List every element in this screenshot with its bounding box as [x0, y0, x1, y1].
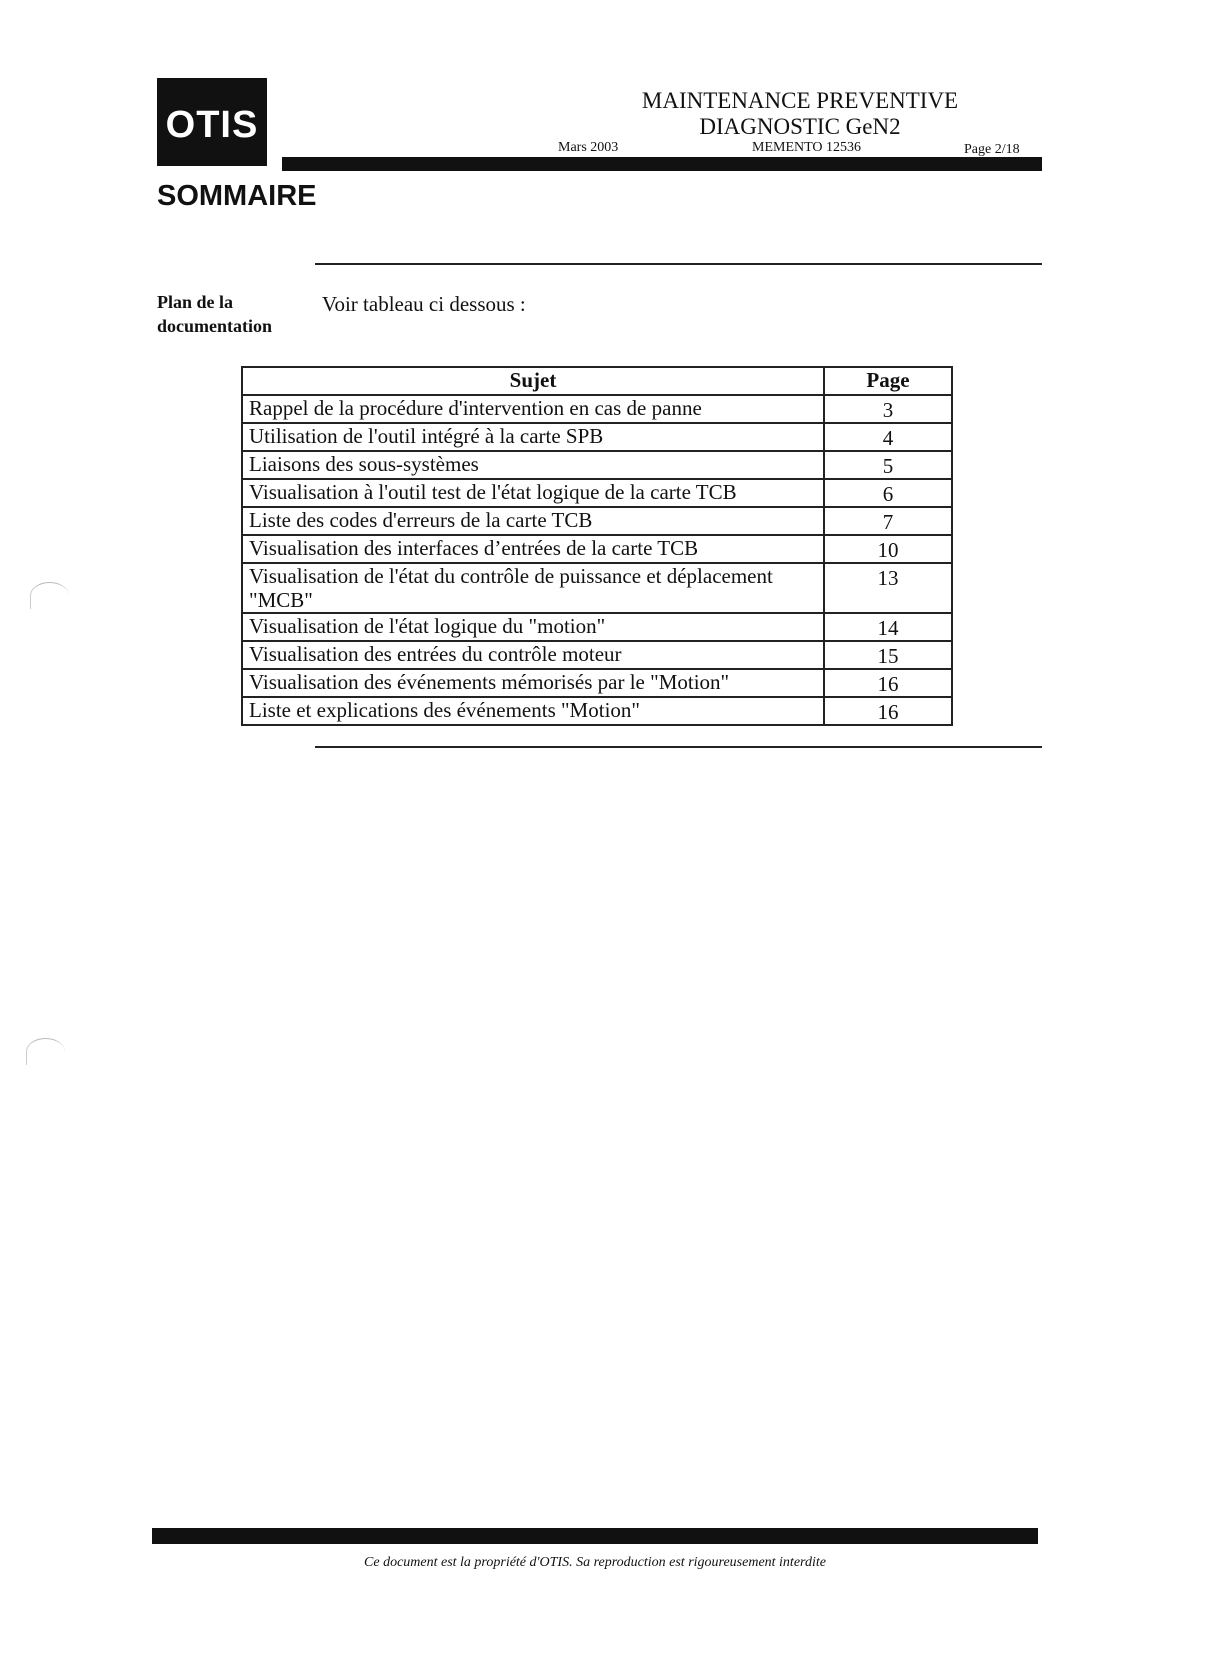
toc-subject-cell: Visualisation à l'outil test de l'état logique de la carte TCB — [242, 479, 824, 507]
toc-page-cell: 14 — [824, 613, 952, 641]
toc-page-cell: 7 — [824, 507, 952, 535]
footer-notice: Ce document est la propriété d'OTIS. Sa reproduction est rigoureusement interdite — [364, 1555, 826, 1570]
header-date: Mars 2003 — [558, 140, 619, 155]
col-page-header: Page — [824, 367, 952, 395]
table-row — [242, 563, 952, 613]
table-row — [242, 641, 952, 669]
toc-page-cell: 10 — [824, 535, 952, 563]
footer-bar — [152, 1528, 1038, 1544]
toc-subject-cell: Visualisation des interfaces d’entrées de la carte TCB — [242, 535, 824, 563]
toc-subject-cell: Visualisation de l'état du contrôle de puissance et déplacement "MCB" — [242, 563, 824, 613]
page-title: SOMMAIRE — [157, 180, 317, 212]
toc-header-row — [242, 367, 952, 395]
toc-subject-cell: Liaisons des sous-systèmes — [242, 451, 824, 479]
table-row — [242, 669, 952, 697]
toc-subject-cell: Liste et explications des événements "Motion" — [242, 697, 824, 725]
bottom-rule — [315, 746, 1042, 748]
toc-subject-cell: Visualisation des événements mémorisés par le "Motion" — [242, 669, 824, 697]
table-row — [242, 613, 952, 641]
toc-subject-cell: Utilisation de l'outil intégré à la carte SPB — [242, 423, 824, 451]
toc-subject-cell: Visualisation des entrées du contrôle moteur — [242, 641, 824, 669]
header-bar — [282, 157, 1042, 171]
toc-page-cell: 15 — [824, 641, 952, 669]
table-row — [242, 395, 952, 423]
side-label-line1: Plan de la — [157, 292, 234, 312]
table-row — [242, 479, 952, 507]
header-memento: MEMENTO 12536 — [752, 140, 862, 155]
table-row — [242, 451, 952, 479]
toc-page-cell: 16 — [824, 697, 952, 725]
toc-subject-cell: Rappel de la procédure d'intervention en cas de panne — [242, 395, 824, 423]
intro-text: Voir tableau ci dessous : — [322, 292, 526, 316]
logo-text: OTIS — [165, 103, 259, 146]
otis-logo — [157, 78, 267, 166]
col-subject-header: Sujet — [242, 367, 824, 395]
side-label-line2: documentation — [157, 316, 273, 336]
table-row — [242, 535, 952, 563]
toc-page-cell: 13 — [824, 563, 952, 613]
toc-page-cell: 16 — [824, 669, 952, 697]
toc-body — [242, 395, 952, 725]
header-title-line2: DIAGNOSTIC GeN2 — [699, 114, 901, 139]
table-row — [242, 697, 952, 725]
toc-page-cell: 5 — [824, 451, 952, 479]
top-rule — [315, 263, 1042, 265]
header-page-number: Page 2/18 — [964, 142, 1020, 157]
side-label — [157, 290, 272, 338]
toc-table — [241, 366, 953, 726]
toc-subject-cell: Visualisation de l'état logique du "motion" — [242, 613, 824, 641]
punch-hole-mark — [30, 582, 69, 609]
punch-hole-mark — [26, 1038, 65, 1065]
table-row — [242, 423, 952, 451]
header-title-line1: MAINTENANCE PREVENTIVE — [641, 88, 959, 113]
toc-subject-cell: Liste des codes d'erreurs de la carte TCB — [242, 507, 824, 535]
toc-page-cell: 4 — [824, 423, 952, 451]
toc-page-cell: 3 — [824, 395, 952, 423]
toc-page-cell: 6 — [824, 479, 952, 507]
table-row — [242, 507, 952, 535]
